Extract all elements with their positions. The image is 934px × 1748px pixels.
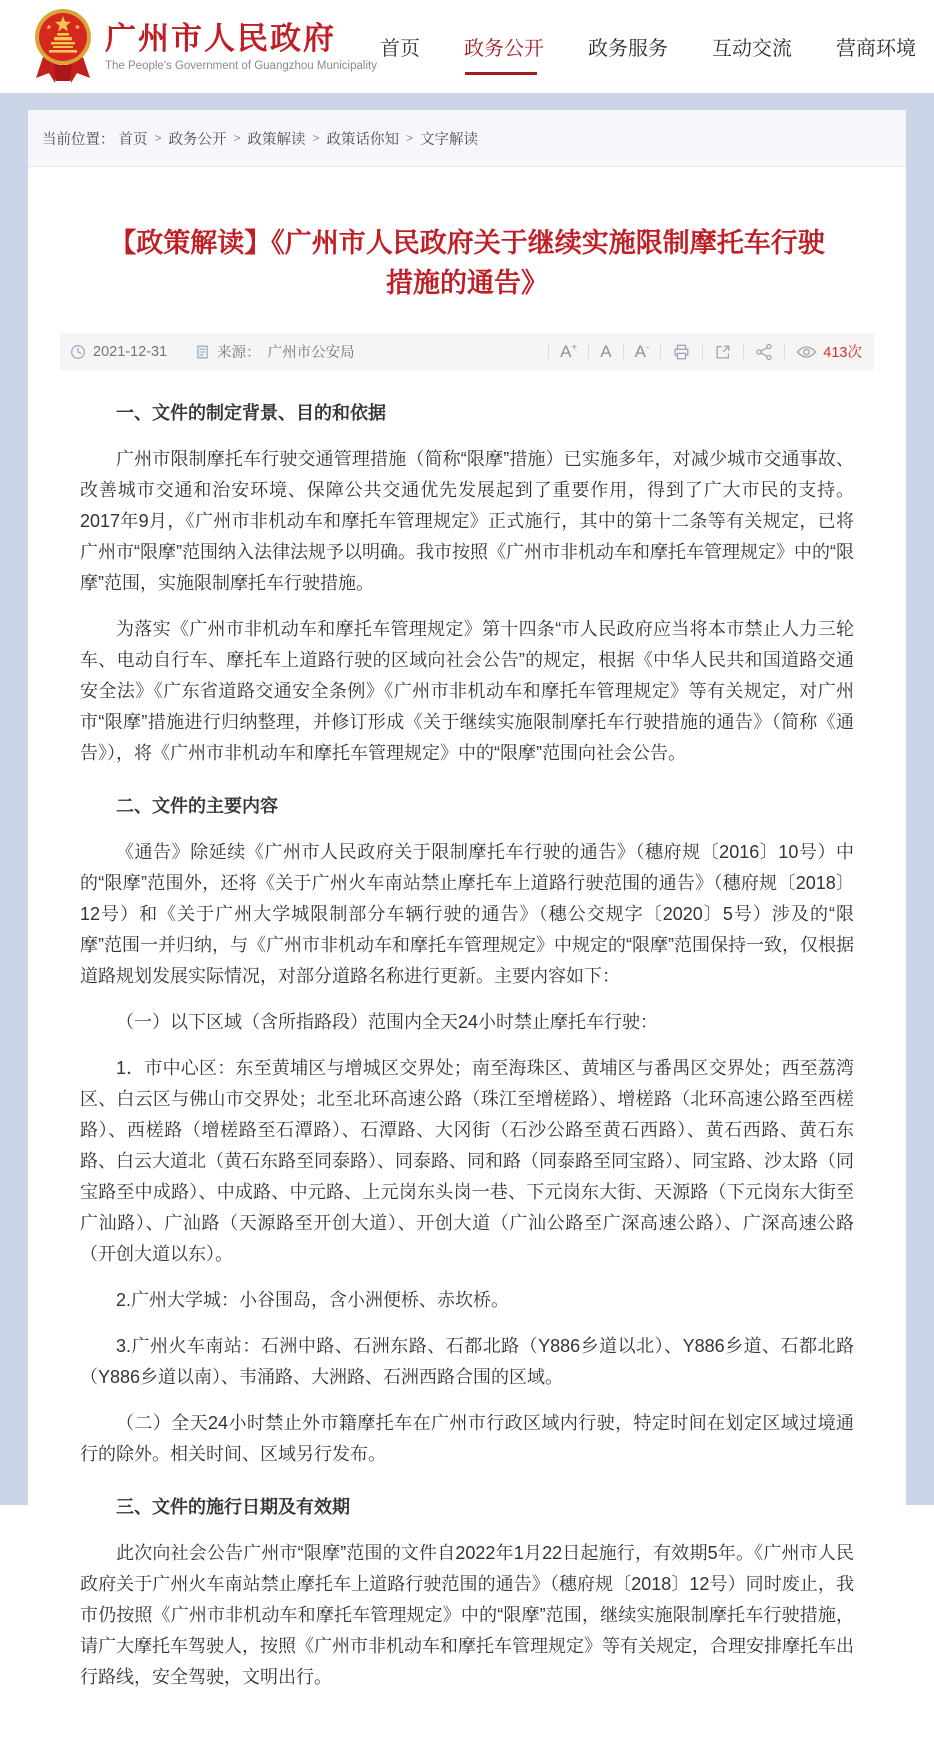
breadcrumb-separator: > [312,131,320,145]
nav-item-business-env[interactable]: 营商环境 [836,38,916,60]
print-icon [672,343,691,361]
paragraph: 此次向社会公告广州市“限摩”范围的文件自2022年1月22日起施行，有效期5年。《广州市人民政府关于广州火车南站禁止摩托车上道路行驶范围的通告》（穗府规〔2018〕12号）同时废止，我市仍按照《广州市非机动车和摩托车管理规定》中的“限摩”范围，继续实施限制摩托车行驶措施，请广大摩托车驾驶人，按照《广州市非机动车和摩托车管理规定》等有关规定，合理安排摩托车出行路线，安全驾驶，文明出行。 [80,1543,854,1687]
breadcrumb-separator: > [406,131,414,145]
nav-item-gov-open[interactable]: 政务公开 [464,32,544,61]
toolbar-divider [702,344,703,359]
top-nav [380,32,918,61]
view-count: 413次 [823,345,862,361]
paragraph: 2.广州大学城：小谷围岛，含小洲便桥、赤坎桥。 [116,1290,510,1310]
breadcrumb-separator: > [154,131,162,145]
view-counter [796,341,862,362]
nav-item-interaction[interactable]: 互动交流 [712,38,792,60]
share-icon [755,343,773,361]
print-button[interactable] [672,343,691,361]
breadcrumb-item-gov-open[interactable]: 政务公开 [168,131,227,148]
toolbar-divider [548,344,549,359]
paragraph: 为落实《广州市非机动车和摩托车管理规定》第十四条“市人民政府应当将本市禁止人力三轮车、电动自行车、摩托车上道路行驶的区域向社会公告”的规定，根据《中华人民共和国道路交通安全法》《广东省道路交通安全条例》《广州市非机动车和摩托车管理规定》等有关规定，对广州市“限摩”措施进行归纳整理，并修订形成《关于继续实施限制摩托车行驶措施的通告》（简称《通告》），将《广州市非机动车和摩托车管理规定》中的“限摩”范围向社会公告。 [80,619,854,763]
breadcrumb-item-policy-know[interactable]: 政策话你知 [326,131,400,148]
paragraph: （二）全天24小时禁止外市籍摩托车在广州市行政区域内行驶，特定时间在划定区域过境通行的除外。相关时间、区域另行发布。 [80,1413,854,1464]
breadcrumb-item-policy-interpretation[interactable]: 政策解读 [247,131,306,148]
paragraph: 3.广州火车南站：石洲中路、石洲东路、石都北路（Y886乡道以北）、Y886乡道、石都北路（Y886乡道以南）、韦涌路、大洲路、石洲西路合围的区域。 [80,1336,854,1387]
font-decrease-button[interactable]: A- [634,342,650,361]
paragraph: 广州市限制摩托车行驶交通管理措施（简称“限摩”措施）已实施多年，对减少城市交通事故、改善城市交通和治安环境、保障公共交通优先发展起到了重要作用，得到了广大市民的支持。2017年9月，《广州市非机动车和摩托车管理规定》正式施行，其中的第十二条等有关规定，已将广州市“限摩”范围纳入法律法规予以明确。我市按照《广州市非机动车和摩托车管理规定》中的“限摩”范围，实施限制摩托车行驶措施。 [80,449,854,593]
clock-icon [70,344,86,360]
paragraph: （一）以下区域（含所指路段）范围内全天24小时禁止摩托车行驶： [116,1012,659,1032]
toolbar-divider [660,344,661,359]
toolbar-divider [588,344,589,359]
content-card [28,110,906,1687]
site-header [0,0,934,93]
article-toolbar [548,341,862,362]
nav-item-home[interactable]: 首页 [380,38,420,60]
site-title: 广州市人民政府 [105,20,336,56]
breadcrumb-label: 当前位置： [42,131,115,148]
paragraph: 《通告》除延续《广州市人民政府关于限制摩托车行驶的通告》（穗府规〔2016〕10号）中的“限摩”范围外，还将《关于广州火车南站禁止摩托车上道路行驶范围的通告》（穗府规〔2018〕12号）和《关于广州大学城限制部分车辆行驶的通告》（穗公交规字〔2020〕5号）涉及的“限摩”范围一并归纳，与《广州市非机动车和摩托车管理规定》中规定的“限摩”范围保持一致，仅根据道路规划发展实际情况，对部分道路名称进行更新。主要内容如下： [80,842,854,986]
toolbar-divider [784,344,785,359]
font-increase-button[interactable]: A+ [560,342,578,361]
eye-icon [796,345,817,359]
source-value: 广州市公安局 [267,345,355,361]
section-heading: 一、文件的制定背景、目的和依据 [116,403,386,423]
source-label: 来源： [217,345,261,361]
breadcrumb-separator: > [233,131,241,145]
nav-item-gov-services[interactable]: 政务服务 [588,38,668,60]
article-meta-bar [60,333,874,370]
article-meta-left [70,341,355,362]
export-icon [714,343,732,361]
page-title: 【政策解读】《广州市人民政府关于继续实施限制摩托车行驶措施的通告》 [109,228,825,298]
section-heading: 三、文件的施行日期及有效期 [116,1497,350,1517]
paragraph: 1．市中心区：东至黄埔区与增城区交界处；南至海珠区、黄埔区与番禺区交界处；西至荔湾区、白云区与佛山市交界处；北至北环高速公路（珠江至增槎路）、增槎路（北环高速公路至西槎路）、西槎路（增槎路至石潭路）、石潭路、大冈街（石沙公路至黄石西路）、黄石西路、黄石东路、白云大道北（黄石东路至同泰路）、同泰路、同和路（同泰路至同宝路）、同宝路、沙太路（同宝路至中成路）、中成路、中元路、上元岗东头岗一巷、下元岗东大街、天源路（下元岗东大街至广汕路）、广汕路（天源路至开创大道）、开创大道（广汕公路至广深高速公路）、广深高速公路（开创大道以东）。 [80,1058,854,1264]
publish-date: 2021-12-31 [93,343,168,360]
section-heading: 二、文件的主要内容 [116,796,278,816]
toolbar-divider [623,344,624,359]
toolbar-divider [743,344,744,359]
document-icon [195,344,210,360]
breadcrumb [28,110,906,167]
brand [34,7,377,87]
export-button[interactable] [714,343,732,361]
national-emblem-logo [34,7,92,87]
font-reset-button[interactable]: A [600,342,612,361]
breadcrumb-item-text-interpretation[interactable]: 文字解读 [420,131,479,148]
site-subtitle: The People's Government of Guangzhou Municipality [105,60,377,73]
article-body [28,370,906,1748]
share-button[interactable] [755,343,773,361]
breadcrumb-item-home[interactable]: 首页 [118,131,148,148]
